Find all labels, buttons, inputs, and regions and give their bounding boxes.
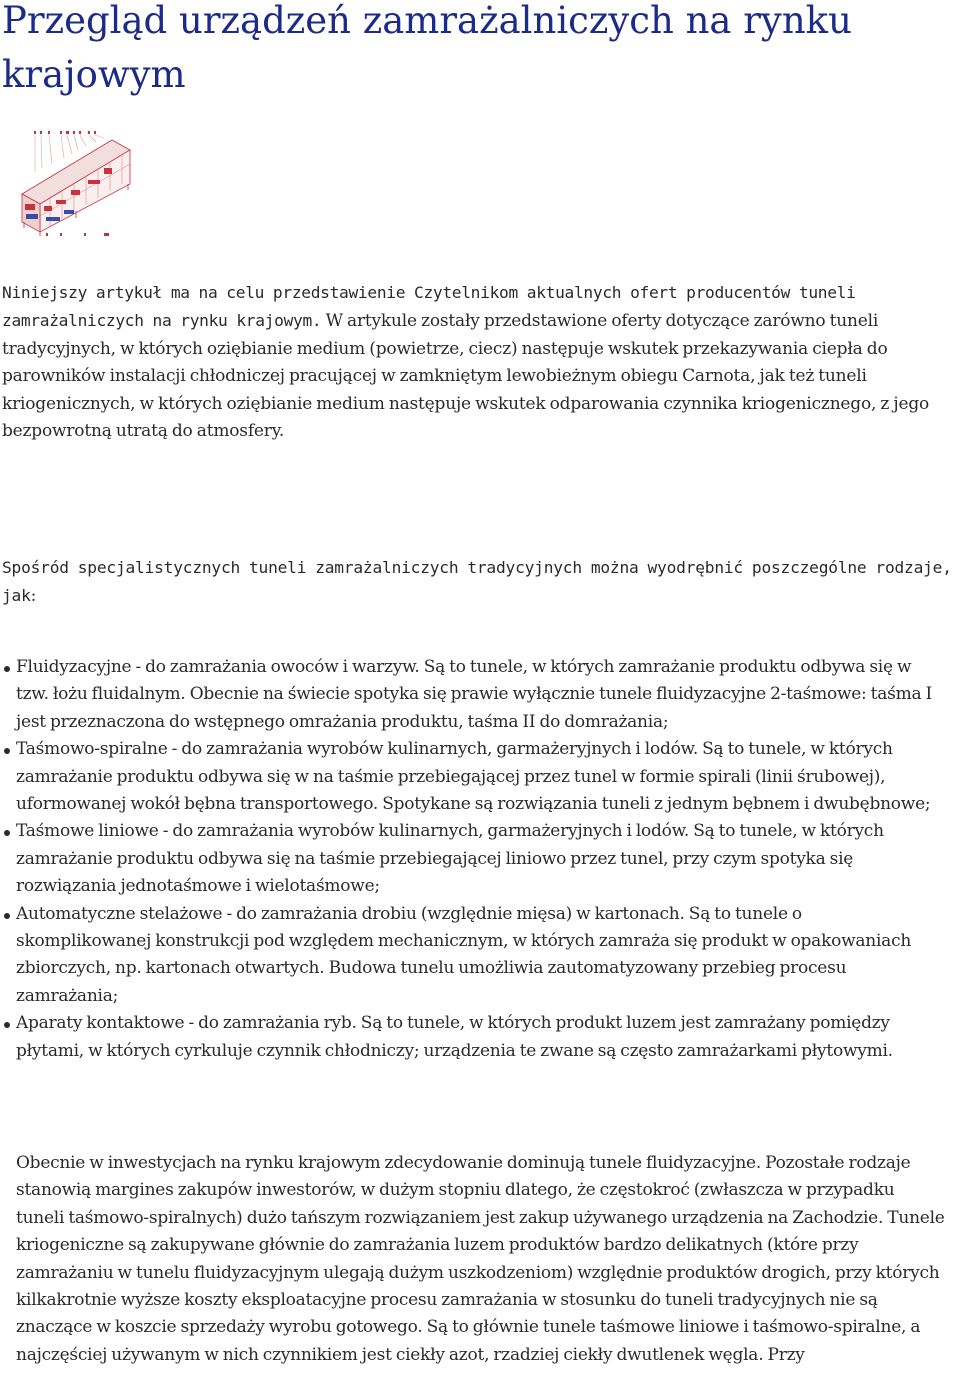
bullet-icon <box>4 748 10 754</box>
bullet-icon <box>4 666 10 672</box>
page-title: Przegląd urządzeń zamrażalniczych na rynku krajowym <box>2 0 852 96</box>
closing-sentence-1: Obecnie w inwestycjach na rynku krajowym zdecydowanie dominują tunele fluidyzacyjne. <box>16 1153 761 1173</box>
types-intro-colon: : <box>30 586 37 607</box>
intro-lead-sentence: Niniejszy artykuł ma na celu przedstawienie Czytelnikom aktualnych ofert producentów tuneli zamrażalniczych na rynku krajowym. <box>2 283 856 331</box>
types-intro-paragraph <box>2 554 960 611</box>
bullet-icon <box>4 913 10 919</box>
list-item-body: Są to tunele, w których zamrażanie produktu odbywa się na taśmie przebiegającej liniowo przez tunel, przy czym spotyka się rozwiązania jednotaśmowe i wielotaśmowe; <box>16 821 884 897</box>
freezing-tunnel-diagram-icon <box>16 124 136 240</box>
bullet-icon <box>4 830 10 836</box>
closing-sentence-4: Są to głównie tunele taśmowe liniowe i taśmowo-spiralne, a najczęściej używanym w nich czynnikiem jest ciekły azot, rzadziej ciekły dwutlenek węgla. Przy <box>16 1317 921 1365</box>
intro-body-text: W artykule zostały przedstawione oferty dotyczące zarówno tuneli tradycyjnych, w których oziębianie medium (powietrze, ciecz) następuje wskutek przekazywania ciepła do parowników instalacji chłodniczej pracującej w zamkniętym lewobieżnym obiegu Carnota, jak też tuneli kriogenicznych, w których oziębianie medium następuje wskutek odparowania czynnika kriogenicznego, z jego bezpowrotną utratą do atmosfery. <box>2 311 930 442</box>
list-item <box>0 901 960 1011</box>
closing-paragraph <box>16 1150 946 1369</box>
list-item-body: Są to tunele, w których zamrażanie produktu odbywa się w tzw. łożu fluidalnym. Obecnie na świecie spotyka się prawie wyłącznie tunele fluidyzacyjne 2-taśmowe: taśma I jest przeznaczona do wstępnego omrażania produktu, taśma II do domrażania; <box>16 657 932 732</box>
list-item <box>0 818 960 900</box>
closing-sentence-2: Pozostałe rodzaje stanowią margines zakupów inwestorów, w dużym stopniu dlatego, że częstokroć (zwłaszcza w przypadku tuneli taśmowo-spiralnych) dużo tańszym rozwiązaniem jest zakup używanego urządzenia na Zachodzie. <box>16 1153 911 1228</box>
list-item <box>0 736 960 818</box>
list-item-body: Są to tunele, w których produkt luzem jest zamrażany pomiędzy płytami, w których cyrkuluje czynnik chłodniczy; urządzenia te zwane są często zamrażarkami płytowymi. <box>16 1013 893 1061</box>
bullet-icon <box>4 1022 10 1028</box>
list-item-body: Są to tunele o skomplikowanej konstrukcji pod względem mechanicznym, w których zamraża się produkt w opakowaniach zbiorczych, np. kartonach otwartych. Budowa tunelu umożliwia zautomatyzowany przebieg procesu zamrażania; <box>16 903 912 1006</box>
list-item-body: Są to tunele, w których zamrażanie produktu odbywa się w na taśmie przebiegającej przez tunel w formie spirali (linii śrubowej), uformowanej wokół bębna transportowego. Spotykane są rozwiązania tuneli z jednym bębnem i dwubębnowe; <box>16 739 931 815</box>
closing-sentence-3: Tunele kriogeniczne są zakupywane głównie do zamrażania luzem produktów bardzo delikatnych (które przy zamrażaniu w tunelu fluidyzacyjnym ulegają dużym uszkodzeniom) względnie produktów drogich, przy których kilkakrotnie wyższe koszty eksploatacyjne procesu zamrażania w stosunku do tuneli tradycyjnych nie są znaczące w koszcie sprzedaży wyrobu gotowego. <box>16 1207 945 1338</box>
types-intro-text: Spośród specjalistycznych tuneli zamrażalniczych tradycyjnych można wyodrębnić poszczególne rodzaje, jak <box>2 558 952 606</box>
list-item-lead: Automatyczne stelażowe - do zamrażania drobiu (względnie mięsa) w kartonach. <box>16 903 685 924</box>
list-item-lead: Aparaty kontaktowe - do zamrażania ryb. <box>16 1013 357 1034</box>
tunnel-types-list <box>0 654 960 1065</box>
intro-paragraph <box>2 279 960 445</box>
list-item <box>0 1010 960 1065</box>
list-item-lead: Taśmowo-spiralne - do zamrażania wyrobów kulinarnych, garmażeryjnych i lodów. <box>16 739 698 760</box>
list-item <box>0 654 960 736</box>
list-item-lead: Taśmowe liniowe - do zamrażania wyrobów kulinarnych, garmażeryjnych i lodów. <box>16 821 690 842</box>
list-item-lead: Fluidyzacyjne - do zamrażania owoców i warzyw. <box>16 657 420 677</box>
